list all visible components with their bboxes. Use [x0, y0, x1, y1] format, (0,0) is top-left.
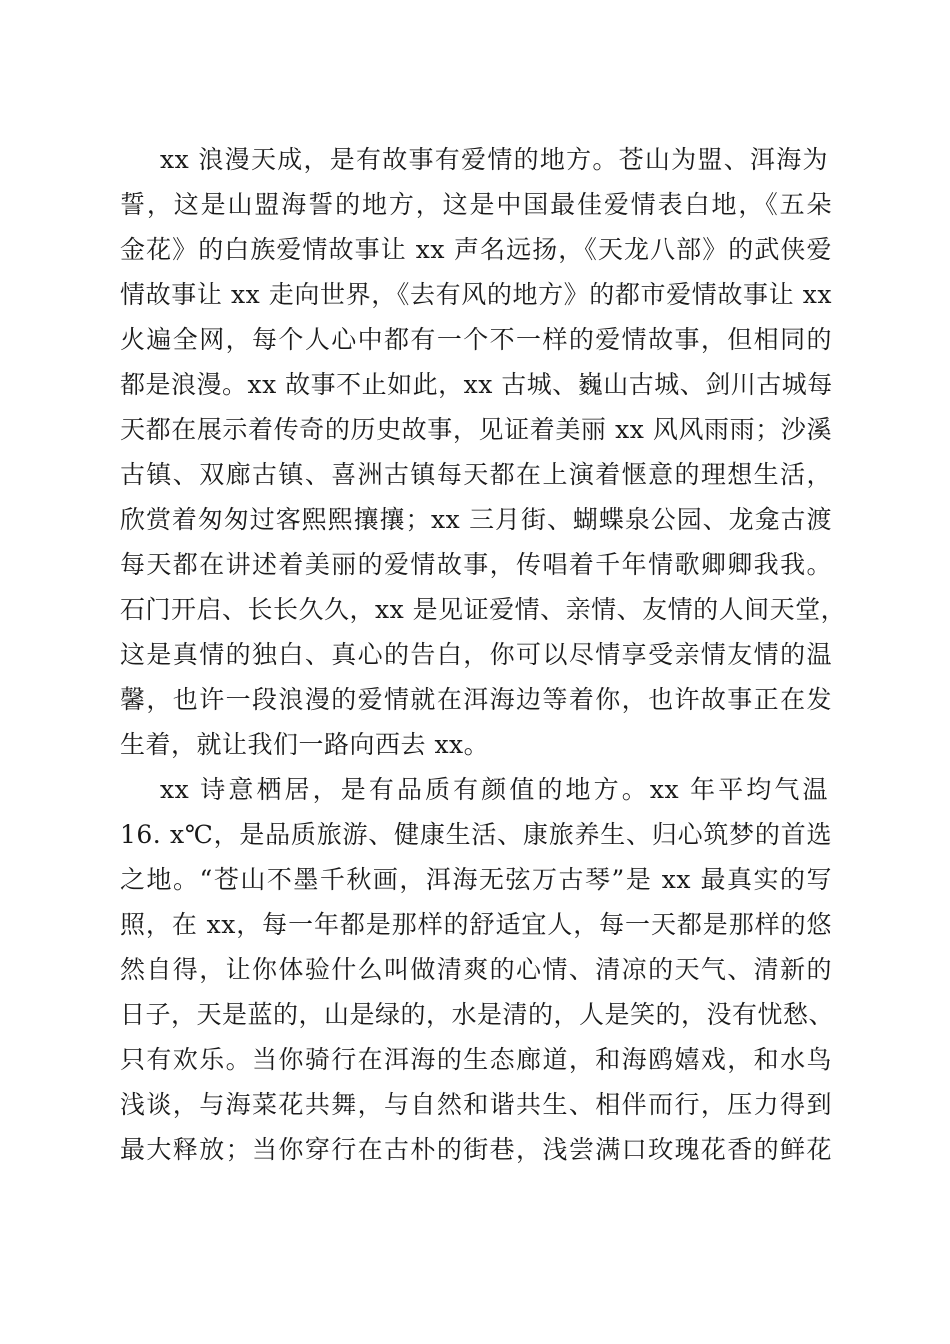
text-line: xx 浪漫天成，是有故事有爱情的地方。苍山为盟、洱海为 — [160, 145, 828, 174]
text-line: 馨，也许一段浪漫的爱情就在洱海边等着你，也许故事正在发 — [120, 685, 832, 714]
text-line: 16. x℃，是品质旅游、健康生活、康旅养生、归心筑梦的首选 — [120, 820, 832, 849]
text-line: 日子，天是蓝的，山是绿的，水是清的，人是笑的，没有忧愁、 — [120, 1000, 835, 1029]
text-line: 生着，就让我们一路向西去 xx。 — [120, 730, 490, 759]
text-line: 只有欢乐。当你骑行在洱海的生态廊道，和海鸥嬉戏，和水鸟 — [120, 1045, 832, 1074]
text-line: 每天都在讲述着美丽的爱情故事，传唱着千年情歌卿卿我我。 — [120, 550, 832, 579]
text-line: 浅谈，与海菜花共舞，与自然和谐共生、相伴而行，压力得到 — [120, 1090, 832, 1119]
text-line: 石门开启、长长久久，xx 是见证爱情、亲情、友情的人间天堂， — [120, 595, 847, 624]
text-line: 这是真情的独白、真心的告白，你可以尽情享受亲情友情的温 — [120, 640, 832, 669]
text-line: xx 诗意栖居，是有品质有颜值的地方。xx 年平均气温 — [160, 775, 828, 804]
text-line: 天都在展示着传奇的历史故事，见证着美丽 xx 风风雨雨；沙溪 — [120, 415, 832, 444]
text-line: 金花》的白族爱情故事让 xx 声名远扬，《天龙八部》的武侠爱 — [120, 235, 832, 264]
text-line: 欣赏着匆匆过客熙熙攘攘；xx 三月街、蝴蝶泉公园、龙龛古渡 — [120, 505, 832, 534]
text-line: 誓，这是山盟海誓的地方，这是中国最佳爱情表白地，《五朵 — [120, 190, 832, 219]
text-line: 火遍全网，每个人心中都有一个不一样的爱情故事，但相同的 — [120, 325, 832, 354]
text-line: 照，在 xx，每一年都是那样的舒适宜人，每一天都是那样的悠 — [120, 910, 832, 939]
text-line: 情故事让 xx 走向世界，《去有风的地方》的都市爱情故事让 xx — [120, 280, 832, 309]
text-line: 然自得，让你体验什么叫做清爽的心情、清凉的天气、清新的 — [120, 955, 832, 984]
text-line: 古镇、双廊古镇、喜洲古镇每天都在上演着惬意的理想生活， — [120, 460, 832, 489]
text-line: 都是浪漫。xx 故事不止如此，xx 古城、巍山古城、剑川古城每 — [120, 370, 833, 399]
text-line: 最大释放；当你穿行在古朴的街巷，浅尝满口玫瑰花香的鲜花 — [120, 1135, 832, 1164]
text-line: 之地。“苍山不墨千秋画，洱海无弦万古琴”是 xx 最真实的写 — [120, 865, 832, 894]
